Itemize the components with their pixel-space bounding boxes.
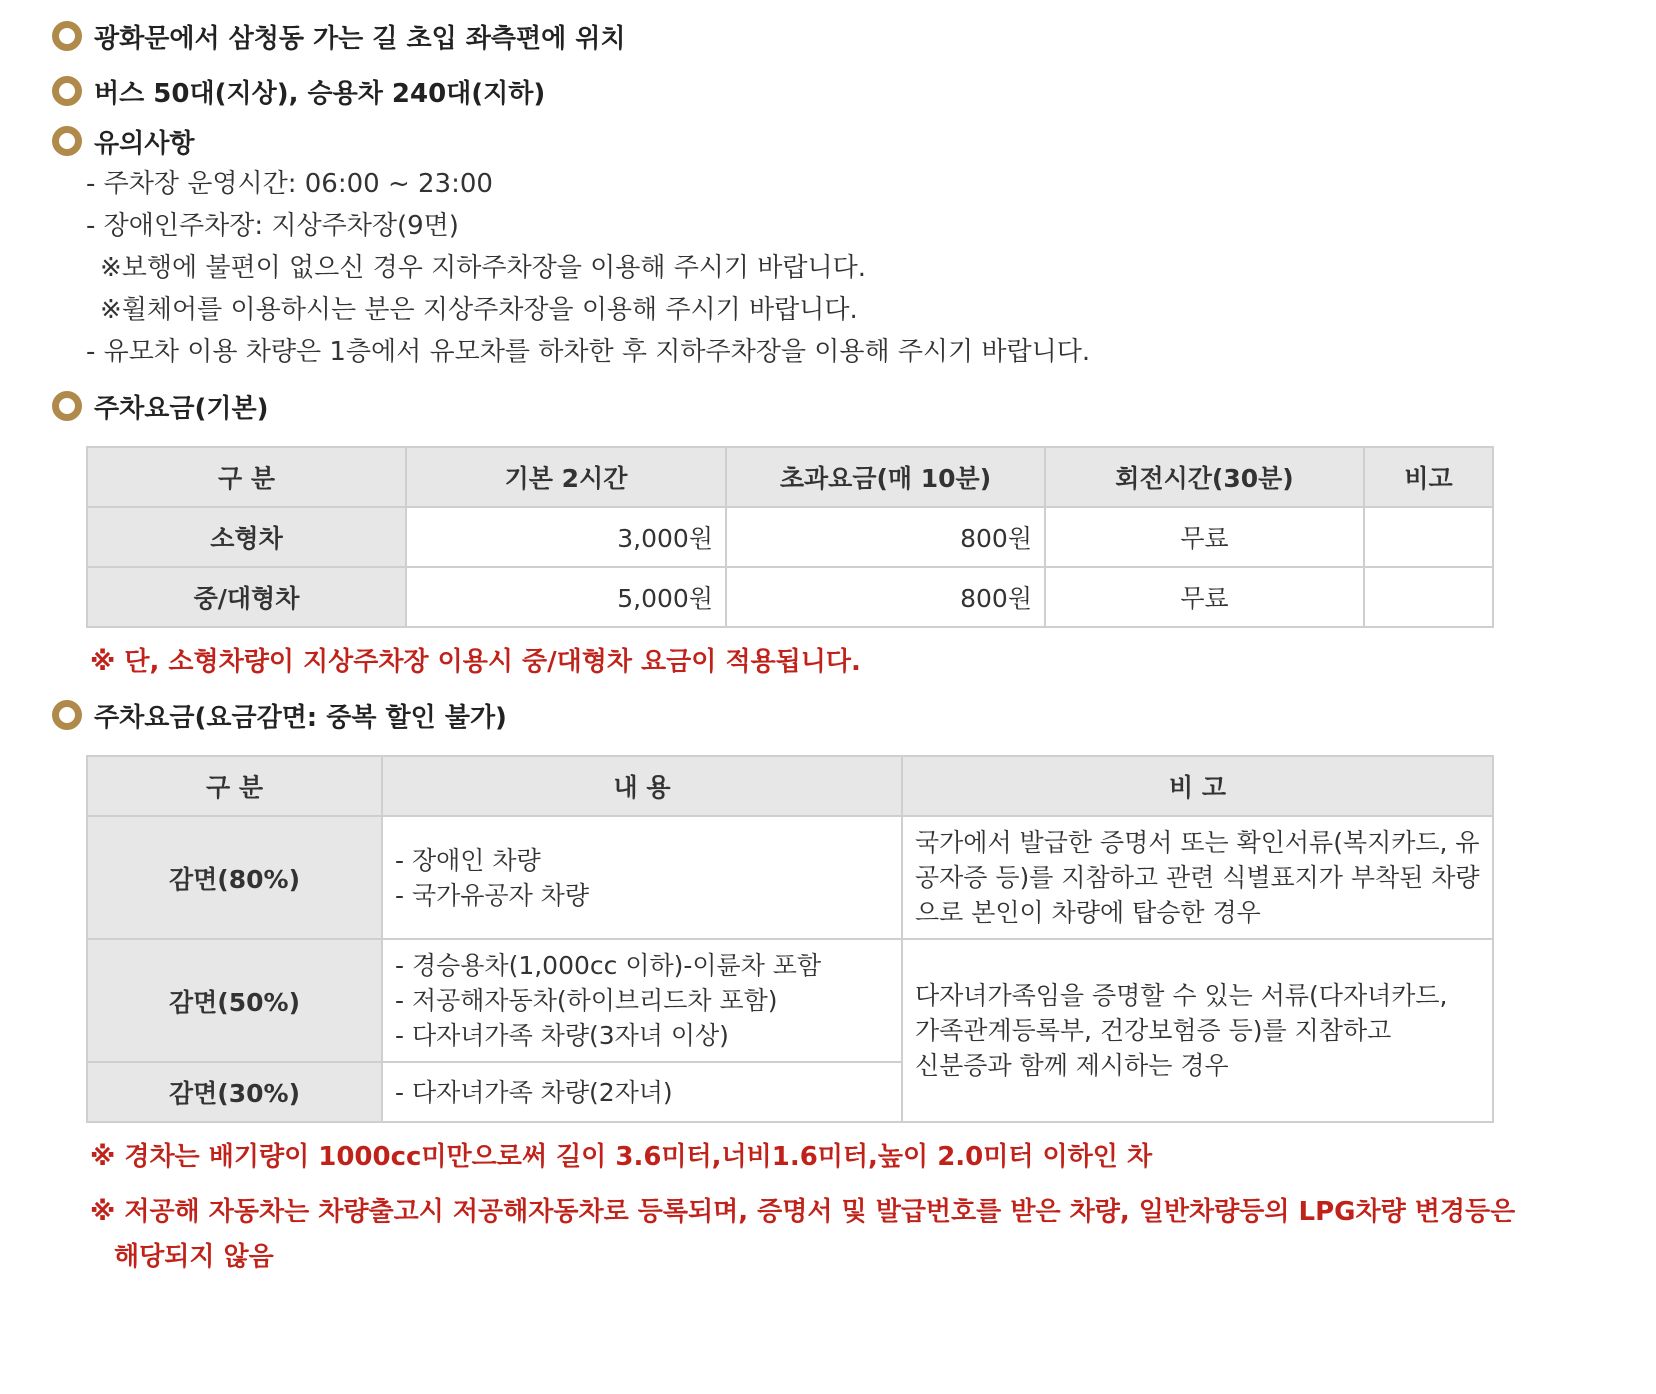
vehicle-type-cell: 소형차: [87, 507, 406, 567]
note-disabled-parking: - 장애인주차장: 지상주차장(9면): [86, 211, 459, 241]
remark-line: 다자녀가족임을 증명할 수 있는 서류(다자녀카드,: [915, 981, 1448, 1010]
note-walk: ※보행에 불편이 없으신 경우 지하주차장을 이용해 주시기 바랍니다.: [100, 253, 867, 283]
discount-type-cell: 감면(50%): [87, 939, 382, 1062]
base-fee-cell: 3,000원: [406, 507, 726, 567]
remark-line: 국가에서 발급한 증명서 또는 확인서류(복지카드, 유: [915, 828, 1480, 857]
discount-remark-cell: [902, 816, 1493, 939]
vehicle-type-cell: 중/대형차: [87, 567, 406, 627]
note-hours: - 주차장 운영시간: 06:00 ~ 23:00: [86, 169, 493, 199]
basic-fee-notice: ※ 단, 소형차량이 지상주차장 이용시 중/대형차 요금이 적용됩니다.: [90, 647, 861, 677]
turnover-cell: 무료: [1045, 567, 1364, 627]
discount-remark-cell: [902, 939, 1493, 1122]
column-header: 내 용: [382, 756, 902, 816]
discount-type-cell: 감면(30%): [87, 1062, 382, 1122]
discount-heading: [52, 695, 507, 735]
extra-fee-cell: 800원: [726, 507, 1045, 567]
remark-line: 으로 본인이 차량에 탑승한 경우: [915, 898, 1261, 927]
circle-bullet-icon: [52, 76, 82, 106]
table-row: [87, 816, 1493, 939]
table-header-row: [87, 756, 1493, 816]
column-header: 기본 2시간: [406, 447, 726, 507]
content-line: - 장애인 차량: [395, 845, 541, 875]
column-header: 비고: [1364, 447, 1493, 507]
capacity-text: 버스 50대(지상), 승용차 240대(지하): [94, 78, 546, 109]
circle-bullet-icon: [52, 700, 82, 730]
extra-fee-cell: 800원: [726, 567, 1045, 627]
content-line: - 저공해자동차(하이브리드차 포함): [395, 986, 778, 1015]
basic-fee-table: [86, 446, 1494, 628]
remark-cell: [1364, 507, 1493, 567]
discount-type-cell: 감면(80%): [87, 816, 382, 939]
content-line: - 경승용차(1,000cc 이하)-이륜차 포함: [395, 951, 822, 980]
remark-line: 신분증과 함께 제시하는 경우: [915, 1051, 1229, 1080]
content-line: - 다자녀가족 차량(2자녀): [395, 1077, 673, 1107]
basic-fee-title: 주차요금(기본): [94, 393, 269, 424]
circle-bullet-icon: [52, 21, 82, 51]
basic-fee-heading: [52, 386, 268, 426]
table-row: [87, 939, 1493, 1062]
location-text: 광화문에서 삼청동 가는 길 초입 좌측편에 위치: [94, 23, 626, 54]
column-header: 초과요금(매 10분): [726, 447, 1045, 507]
table-row: [87, 507, 1493, 567]
remark-cell: [1364, 567, 1493, 627]
low-emission-notice: ※ 저공해 자동차는 차량출고시 저공해자동차로 등록되며, 증명서 및 발급번호를 받은 차량, 일반차량등의 LPG차량 변경등은 해당되지 않음: [90, 1197, 1516, 1272]
location-heading: [52, 16, 626, 56]
discount-content-cell: [382, 939, 902, 1062]
note-wheelchair: ※휠체어를 이용하시는 분은 지상주차장을 이용해 주시기 바랍니다.: [100, 295, 858, 325]
remark-line: 가족관계등록부, 건강보험증 등)를 지참하고: [915, 1016, 1392, 1045]
compact-car-notice: ※ 경차는 배기량이 1000cc미만으로써 길이 3.6미터,너비1.6미터,높이 2.0미터 이하인 차: [90, 1142, 1153, 1172]
content-line: - 국가유공자 차량: [395, 880, 589, 910]
column-header: 비 고: [902, 756, 1493, 816]
notes-title: 유의사항: [94, 128, 195, 159]
capacity-heading: [52, 71, 545, 111]
turnover-cell: 무료: [1045, 507, 1364, 567]
table-row: [87, 567, 1493, 627]
table-header-row: [87, 447, 1493, 507]
column-header: 구 분: [87, 756, 382, 816]
column-header: 구 분: [87, 447, 406, 507]
discount-content-cell: [382, 1062, 902, 1122]
base-fee-cell: 5,000원: [406, 567, 726, 627]
content-line: - 다자녀가족 차량(3자녀 이상): [395, 1021, 729, 1050]
discount-table: [86, 755, 1494, 1123]
note-stroller: - 유모차 이용 차량은 1층에서 유모차를 하차한 후 지하주차장을 이용해 주시기 바랍니다.: [86, 337, 1091, 367]
discount-title: 주차요금(요금감면: 중복 할인 불가): [94, 702, 507, 733]
circle-bullet-icon: [52, 391, 82, 421]
remark-line: 공자증 등)를 지참하고 관련 식별표지가 부착된 차량: [915, 863, 1480, 892]
circle-bullet-icon: [52, 126, 82, 156]
discount-content-cell: [382, 816, 902, 939]
notes-heading: [52, 121, 194, 161]
column-header: 회전시간(30분): [1045, 447, 1364, 507]
